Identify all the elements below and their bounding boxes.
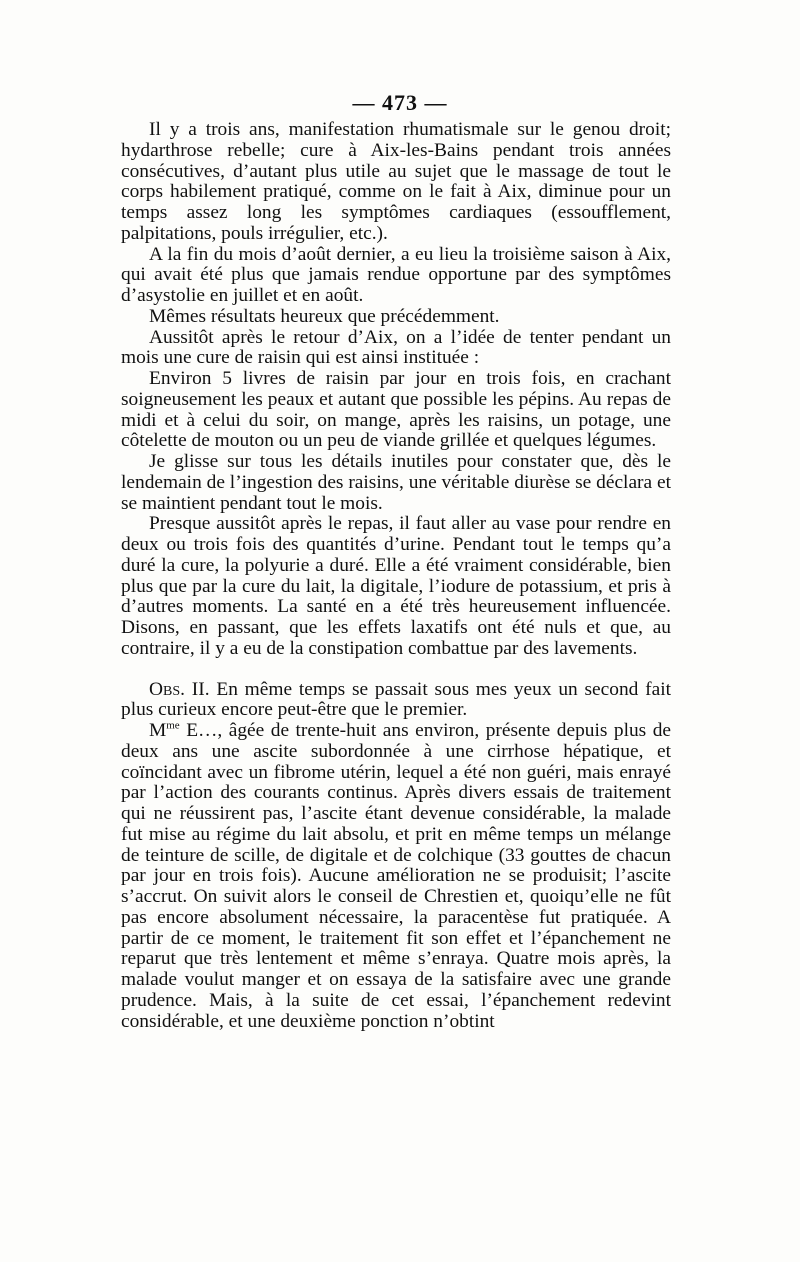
observation-label: Obs. — [149, 678, 185, 700]
title-superscript: me — [166, 719, 180, 732]
case-text: E…, âgée de trente-huit ans environ, présente depuis plus de deux ans une ascite subordonnée à une cirrhose hépatique, et coïncidant avec un fibrome utérin, lequel a été non guéri, mais enrayé par l’action des courants continus. Après divers essais de traitement qui ne réussirent pas, l’ascite étant devenue considérable, la malade fut mise au régime du lait absolu, et prit en même temps un mélange de teinture de scille, de digitale et de colchique (33 gouttes de chacun par jour en trois fois). Aucune amélioration ne se produisit; l’ascite s’accrut. On suivit alors le conseil de Chrestien et, quoiqu’elle ne fût pas encore absolument nécessaire, la paracentèse fut pratiquée. A partir de ce moment, le traitement fit son effet et l’épanchement ne reparut que très lentement et même s’enraya. Quatre mois après, la malade voulut manger et on essaya de la satisfaire avec une grande prudence. Mais, à la suite de cet essai, l’épanchement redevint considérable, et une deuxième ponction n’obtint — [121, 720, 671, 1032]
paragraph-4: Aussitôt après le retour d’Aix, on a l’idée de tenter pendant un mois une cure de raisin qui est ainsi instituée : — [121, 326, 671, 369]
page-number: — 473 — — [352, 90, 448, 115]
paragraph-3: Mêmes résultats heureux que précédemment. — [149, 305, 500, 327]
body-text — [121, 120, 671, 1032]
observation-paragraph — [121, 680, 671, 722]
paragraph-5: Environ 5 livres de raisin par jour en trois fois, en crachant soigneusement les peaux et autant que possible les pépins. Au repas de midi et à celui du soir, on mange, après les raisins, un potage, une côtelette de mouton ou un peu de viande grillée et quelques légumes. — [121, 368, 671, 452]
paragraph-2: A la fin du mois d’août dernier, a eu lieu la troisième saison à Aix, qui avait été plus que jamais rendue opportune par des symptômes d’asystolie en juillet et en août. — [121, 243, 671, 306]
paragraph-7: Presque aussitôt après le repas, il faut aller au vase pour rendre en deux ou trois fois des quantités d’urine. Pendant tout le temps qu’a duré la cure, la polyurie a duré. Elle a été vraiment considérable, bien plus que par la cure du lait, la digitale, l’iodure de potassium, et pris à d’autres moments. La santé en a été très heureusement influencée. Disons, en passant, que les effets laxatifs ont été nuls et que, au contraire, il y a eu de la constipation combattue par des lavements. — [121, 513, 671, 659]
observation-text: II. En même temps se passait sous mes yeux un second fait plus curieux encore peut-être que le premier. — [121, 678, 671, 721]
case-paragraph — [121, 721, 671, 1032]
paragraph-1: Il y a trois ans, manifestation rhumatismale sur le genou droit; hydarthrose rebelle; cure à Aix-les-Bains pendant trois années consécutives, d’autant plus utile au sujet que le massage de tout le corps habilement pratiqué, comme on le fait à Aix, diminue pour un temps assez long les symptômes cardiaques (essoufflement, palpitations, pouls irrégulier, etc.). — [121, 119, 671, 244]
paragraph-6: Je glisse sur tous les détails inutiles pour constater que, dès le lendemain de l’ingestion des raisins, une véritable diurèse se déclara et se maintient pendant tout le mois. — [121, 451, 671, 514]
title-prefix: M — [149, 720, 167, 741]
